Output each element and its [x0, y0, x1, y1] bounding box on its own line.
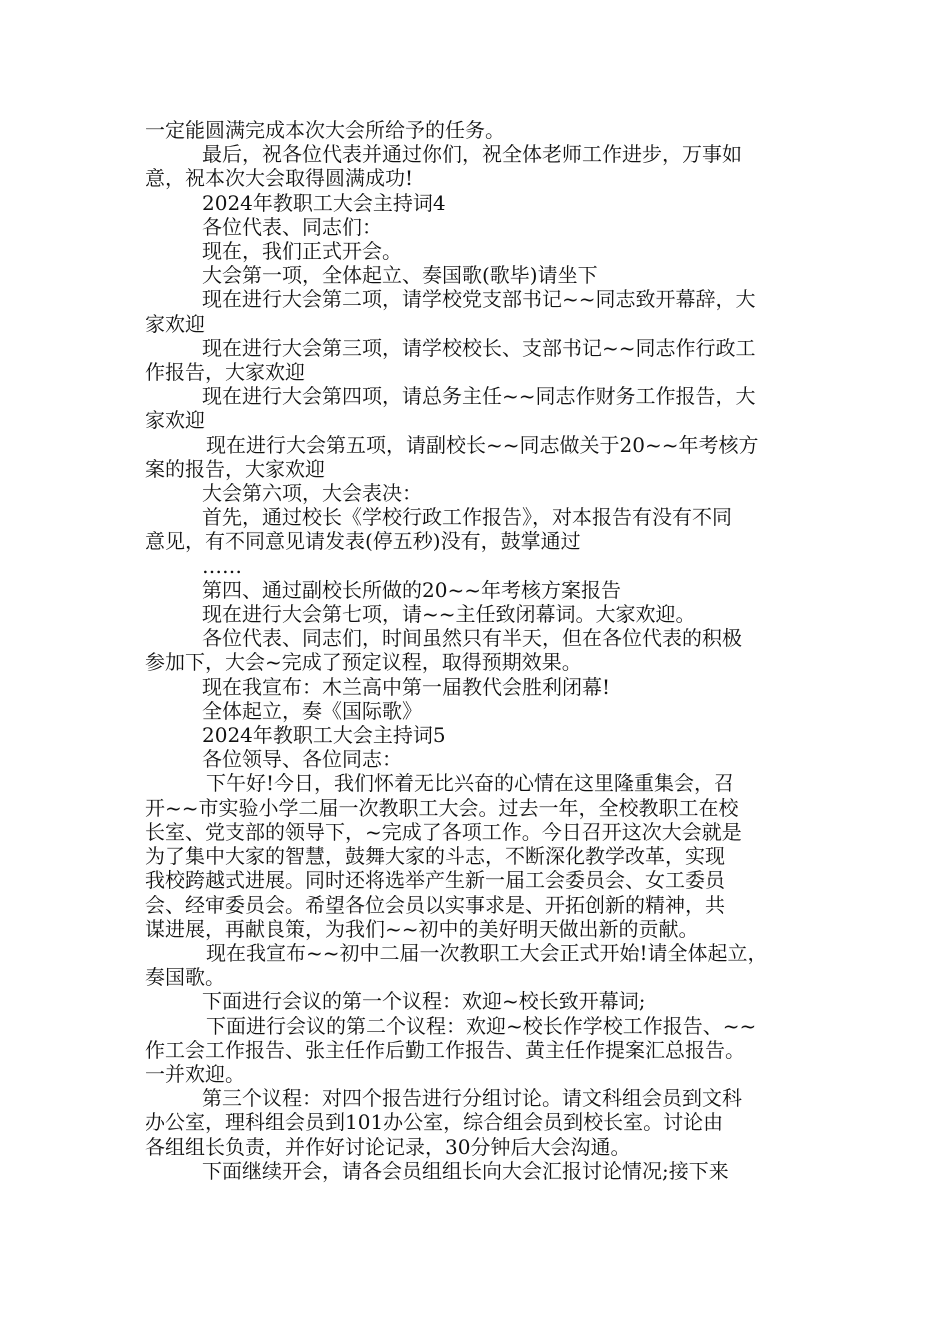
- text-line: 现在进行大会第二项，请学校党支部书记~~同志致开幕辞，大: [202, 287, 756, 312]
- text-line: 各组组长负责，并作好讨论记录，30分钟后大会沟通。: [145, 1134, 631, 1159]
- text-line: 办公室，理科组会员到101办公室，综合组会员到校长室。讨论由: [145, 1110, 724, 1135]
- text-line: 现在进行大会第七项，请~~主任致闭幕词。大家欢迎。: [202, 602, 696, 627]
- text-line: 一定能圆满完成本次大会所给予的任务。: [145, 118, 505, 142]
- section-heading: 2024年教职工大会主持词4: [202, 190, 446, 215]
- text-line: 一并欢迎。: [145, 1061, 245, 1086]
- text-line: 会、经审委员会。希望各位会员以实事求是、开拓创新的精神，共: [145, 892, 725, 917]
- text-line: 现在进行大会第五项，请副校长~~同志做关于20~~年考核方: [206, 432, 759, 457]
- text-line: 下午好!今日，我们怀着无比兴奋的心情在这里隆重集会，召: [206, 771, 735, 796]
- text-line: 案的报告，大家欢迎: [145, 456, 325, 481]
- text-line: 下面进行会议的第一个议程：欢迎~校长致开幕词;: [202, 989, 646, 1014]
- text-line: 第四、通过副校长所做的20~~年考核方案报告: [202, 577, 621, 602]
- text-line: 家欢迎: [145, 311, 205, 336]
- document-body: [145, 118, 810, 1183]
- text-line: 作报告，大家欢迎: [145, 360, 305, 385]
- text-line: ……: [202, 553, 242, 578]
- section-heading: 2024年教职工大会主持词5: [202, 723, 446, 748]
- text-line: 第三个议程：对四个报告进行分组讨论。请文科组会员到文科: [202, 1086, 742, 1111]
- text-line: 意见，有不同意见请发表(停五秒)没有，鼓掌通过: [145, 529, 581, 554]
- text-line: 现在我宣布：木兰高中第一届教代会胜利闭幕!: [202, 674, 611, 699]
- text-line: 现在，我们正式开会。: [202, 239, 402, 264]
- text-line: 各位代表、同志们，时间虽然只有半天，但在各位代表的积极: [202, 626, 742, 651]
- text-line: 奏国歌。: [145, 965, 225, 990]
- text-line: 首先，通过校长《学校行政工作报告》，对本报告有没有不同: [202, 505, 732, 530]
- text-line: 参加下，大会~完成了预定议程，取得预期效果。: [145, 650, 582, 675]
- text-line: 开~~市实验小学二届一次教职工大会。过去一年，全校教职工在校: [145, 795, 739, 820]
- text-line: 作工会工作报告、张主任作后勤工作报告、黄主任作提案汇总报告。: [145, 1037, 745, 1062]
- text-line: 最后，祝各位代表并通过你们，祝全体老师工作进步，万事如: [202, 142, 742, 167]
- text-line: 全体起立，奏《国际歌》: [202, 698, 422, 723]
- text-line: 各位领导、各位同志：: [202, 747, 402, 772]
- text-line: 现在进行大会第四项，请总务主任~~同志作财务工作报告，大: [202, 384, 756, 409]
- text-line: 各位代表、同志们：: [202, 214, 382, 239]
- text-line: 长室、党支部的领导下，~完成了各项工作。今日召开这次大会就是: [145, 819, 742, 844]
- text-line: 下面继续开会，请各会员组组长向大会汇报讨论情况;接下来: [202, 1158, 729, 1183]
- text-line: 大会第六项，大会表决：: [202, 481, 422, 506]
- text-line: 我校跨越式进展。同时还将选举产生新一届工会委员会、女工委员: [145, 868, 725, 893]
- text-line: 家欢迎: [145, 408, 205, 433]
- text-line: 意，祝本次大会取得圆满成功!: [145, 166, 414, 191]
- text-line: 大会第一项，全体起立、奏国歌(歌毕)请坐下: [202, 263, 598, 288]
- text-line: 谋进展，再献良策，为我们~~初中的美好明天做出新的贡献。: [145, 916, 699, 941]
- text-line: 现在进行大会第三项，请学校校长、支部书记~~同志作行政工: [202, 335, 756, 360]
- text-line: 下面进行会议的第二个议程：欢迎~校长作学校工作报告、~~: [206, 1013, 757, 1038]
- text-line: 现在我宣布~~初中二届一次教职工大会正式开始!请全体起立，: [206, 940, 768, 965]
- text-line: 为了集中大家的智慧，鼓舞大家的斗志，不断深化教学改革，实现: [145, 844, 725, 869]
